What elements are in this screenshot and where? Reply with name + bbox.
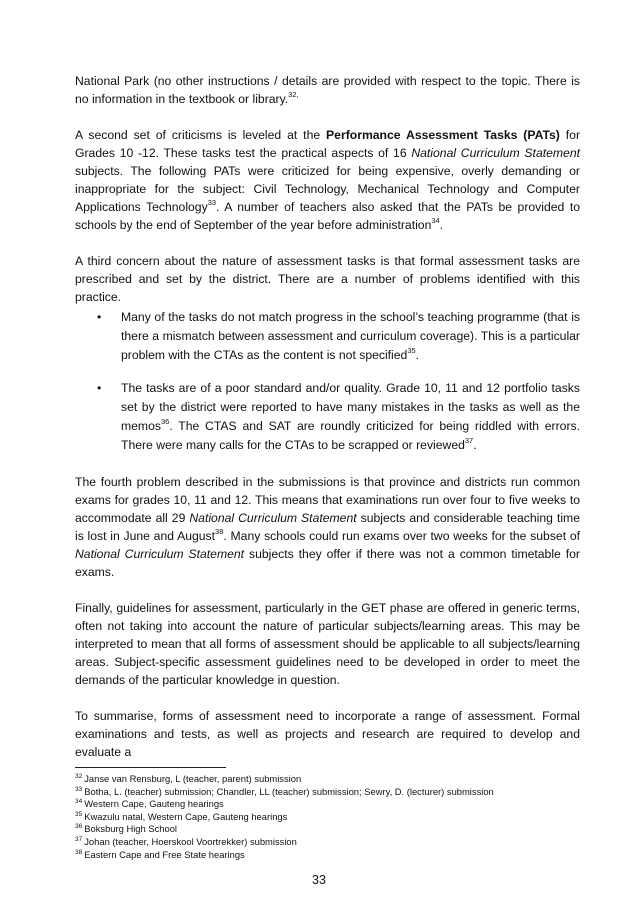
footnote-text: Johan (teacher, Hoerskool Voortrekker) submission [84, 835, 297, 847]
text-run: To summarise, forms of assessment need to incorporate a range of assessment. Formal examinations and tests, as well as projects and research are required to develop and evaluate a [75, 709, 580, 759]
text-run: . Many schools could run exams over two weeks for the subset of [223, 529, 581, 543]
paragraph-4 [75, 473, 580, 581]
text-run: National Park (no other instructions / details are provided with respect to the topic. There is no information in the textbook or library. [75, 74, 580, 106]
paragraph-5 [75, 599, 580, 689]
footnote-text: Kwazulu natal, Western Cape, Gauteng hearings [84, 810, 288, 822]
text-run: . [439, 218, 444, 232]
footnote-ref: 37 [464, 436, 474, 445]
footnote [75, 849, 580, 862]
footnote-text: Western Cape, Gauteng hearings [84, 798, 224, 810]
text-run: . [415, 348, 420, 362]
footnote [75, 823, 580, 836]
paragraph-1 [75, 72, 580, 108]
text-run: National Curriculum Statement [75, 547, 245, 561]
bullet-text [121, 381, 580, 452]
text-run: The fourth problem described in the submissions is that province and districts run common exams for grades 10, 11 and 12. This means that examinations run over four to five weeks to accommodate all 29 [75, 475, 580, 525]
bullet-text [121, 310, 580, 362]
footnote-number: 35 [75, 810, 83, 818]
text-run: subjects. The following PATs were criticized for being expensive, overly demanding or inappropriate for the subject: Civil Technology, Mechanical Technology and Computer Applications Technology [75, 164, 580, 214]
footnote-number: 38 [75, 848, 83, 856]
footnote-number: 34 [75, 798, 83, 806]
paragraph-3 [75, 252, 580, 306]
footnote [75, 836, 580, 849]
footnote-number: 33 [75, 785, 83, 793]
footnote-number: 32 [75, 773, 83, 780]
footnote [75, 798, 580, 811]
bullet-item [75, 379, 580, 455]
footnote-separator [75, 767, 226, 768]
text-run: subjects and considerable teaching time is lost in June and August [75, 511, 580, 543]
footnote-text: Botha, L. (teacher) submission; Chandler, LL (teacher) submission; Sewry, D. (lecturer) submission [84, 785, 494, 797]
paragraph-6 [75, 707, 580, 761]
text-run: . The CTAS and SAT are roundly criticized for being riddled with errors. There were many calls for the CTAs to be scrapped or reviewed [121, 419, 580, 452]
bullet-icon: • [97, 381, 102, 395]
footnote [75, 811, 580, 824]
footnote-text: Boksburg High School [84, 823, 177, 835]
footnote-ref: 36 [160, 417, 170, 426]
text-run: for Grades 10 -12. These tasks test the practical aspects of 16 [75, 128, 581, 160]
footnote-ref: 32, [288, 90, 299, 99]
bullet-item [75, 308, 580, 365]
text-run: . A number of teachers also asked that the PATs be provided to schools by the end of September of the year before administration [75, 200, 580, 232]
text-run: A third concern about the nature of assessment tasks is that formal assessment tasks are prescribed and set by the district. There are a number of problems identified with this practice. [75, 254, 580, 304]
footnote-text: Janse van Rensburg, L (teacher, parent) submission [84, 773, 302, 784]
text-run: National Curriculum Statement [411, 146, 580, 160]
footnote-number: 36 [75, 823, 83, 831]
bullet-icon: • [97, 310, 102, 324]
footnote-ref: 35 [407, 346, 416, 355]
footnote-ref: 38 [215, 527, 224, 536]
footnote-ref: 33 [207, 198, 217, 207]
footnotes [75, 773, 580, 861]
text-run: Many of the tasks do not match progress in the school’s teaching programme (that is there a mismatch between assessment and curriculum coverage). This is a particular problem with the CTAs as the content is not specified [121, 310, 580, 362]
text-run: Performance Assessment Tasks (PATs) [326, 128, 560, 142]
footnote [75, 773, 580, 786]
text-run: The tasks are of a poor standard and/or quality. Grade 10, 11 and 12 portfolio tasks set by the district were reported to have many mistakes in the tasks as well as the memos [121, 381, 580, 433]
text-run: subjects they offer if there was not a common timetable for exams. [75, 547, 580, 579]
paragraph-2 [75, 126, 580, 234]
page-number: 33 [312, 873, 326, 888]
footnote-text: Eastern Cape and Free State hearings [84, 848, 245, 860]
text-run: A second set of criticisms is leveled at the [75, 128, 327, 142]
footnote-ref: 34 [431, 216, 440, 225]
footnote-number: 37 [75, 835, 83, 843]
text-run: Finally, guidelines for assessment, particularly in the GET phase are offered in generic terms, often not taking into account the nature of particular subjects/learning areas. This may be interpreted to mean that all forms of assessment should be applicable to all subjects/learning areas. Subject-specific assessment guidelines need to be developed in order to meet the demands of the particular knowledge in question. [75, 601, 580, 687]
text-run: . [473, 438, 477, 452]
footnote [75, 786, 580, 799]
bullet-list [75, 308, 580, 455]
text-run: National Curriculum Statement [189, 511, 357, 525]
